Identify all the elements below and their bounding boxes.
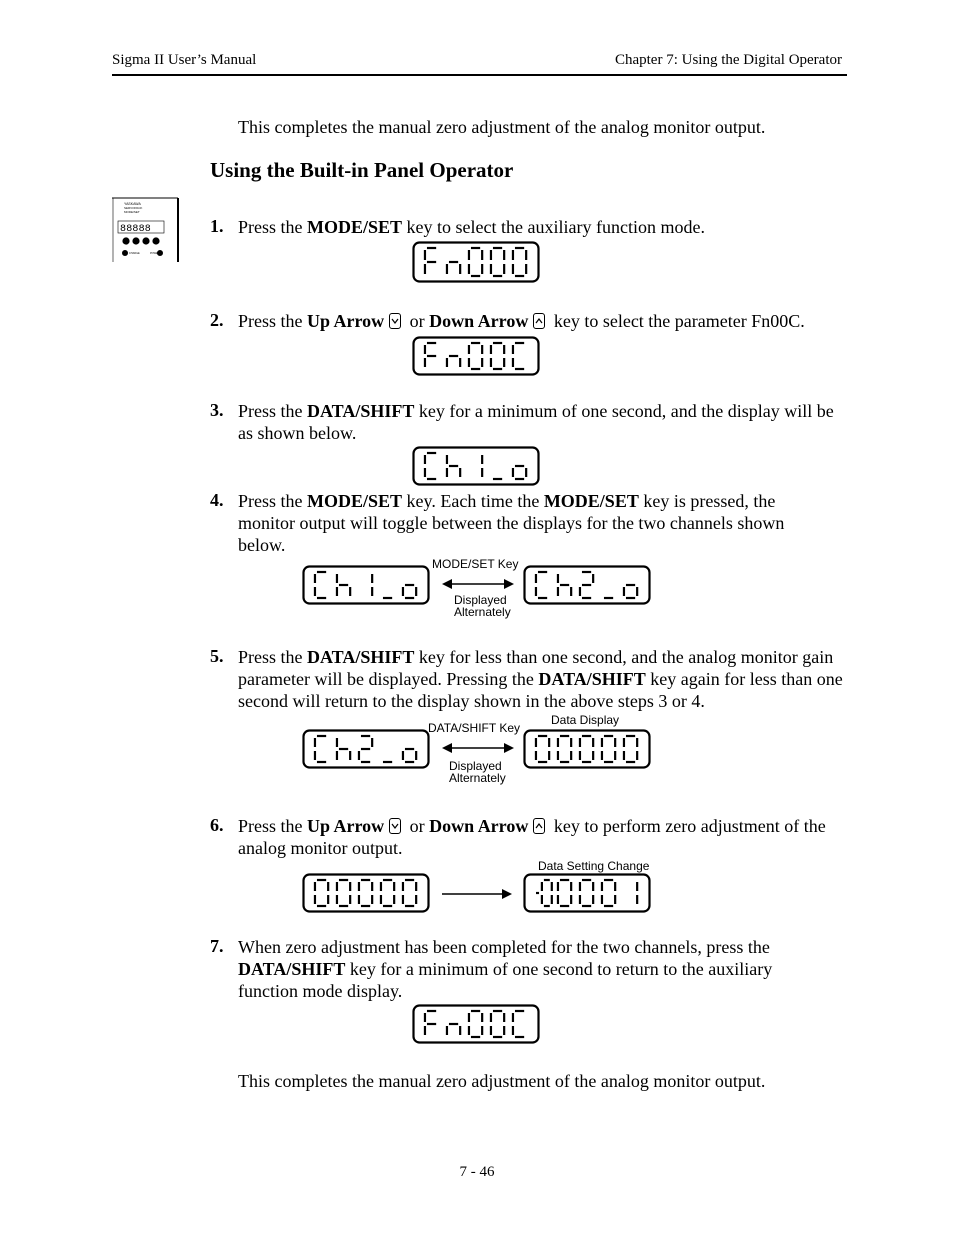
step-number: 1.: [210, 216, 224, 236]
header-rule: [112, 74, 847, 76]
header-right: Chapter 7: Using the Digital Operator: [614, 52, 842, 68]
step-number: 6.: [210, 815, 224, 835]
segment-digit: [536, 572, 547, 598]
segment-digit: [469, 343, 482, 369]
segment-digit: [558, 880, 571, 906]
display-step6-left: [302, 873, 430, 913]
segment-digit: [536, 736, 549, 762]
segment-digit: [337, 574, 350, 596]
step-number: 5.: [210, 646, 224, 666]
segment-digit: [425, 343, 436, 367]
segment-digit: [491, 248, 504, 276]
segment-digit: [513, 466, 526, 479]
step-number: 4.: [210, 490, 224, 510]
panel-mode-label: MODE/SET: [124, 210, 140, 214]
segment-digit: [469, 248, 482, 276]
segment-digit: [425, 1011, 436, 1035]
segment-digit: [513, 343, 524, 369]
segment-digit: [403, 749, 416, 762]
segment-digit: [513, 1011, 524, 1037]
panel-key-icon: [142, 237, 149, 244]
segment-digit: [624, 736, 637, 762]
display-step7: [412, 1004, 540, 1044]
segment-digit: [425, 248, 436, 274]
segment-digit: [337, 738, 350, 760]
step-5-text: Press the DATA/SHIFT key for less than one second, and the analog monitor gain parameter will be displayed. Pressing the DATA/SHIFT key again for less than one second will return to the display shown in the above steps 3 or 4.: [238, 647, 843, 711]
step-7-text: When zero adjustment has been completed for the two channels, press the DATA/SHIFT key for a minimum of one second to return to the auxiliary function mode display.: [238, 937, 773, 1001]
display-step3: [412, 446, 540, 486]
mode-set-key-label: MODE/SET Key: [432, 557, 519, 571]
step-number: 3.: [210, 400, 224, 420]
step-number: 2.: [210, 310, 224, 330]
double-arrow-icon: [442, 741, 514, 759]
display-step5-left: [302, 729, 430, 769]
panel-brand: YASKAWA: [124, 202, 141, 206]
up-arrow-key-icon: [389, 313, 401, 329]
segment-digit: [469, 1011, 482, 1037]
segment-digit: [602, 880, 615, 906]
step-2-text: Press the Up Arrow or Down Arrow key to select the parameter Fn00C.: [238, 311, 805, 331]
header-left: Sigma II User’s Manual: [112, 52, 257, 68]
section-title: Using the Built-in Panel Operator: [210, 158, 514, 182]
display-step2: [412, 336, 540, 376]
panel-led-label: CHARGE: [129, 252, 140, 255]
segment-digit: [315, 880, 328, 906]
display-step4-left: [302, 565, 430, 605]
panel-key-icon: [122, 237, 129, 244]
right-arrow-icon: [442, 887, 512, 905]
segment-digit: [381, 880, 394, 906]
segment-digit: [359, 880, 372, 906]
segment-digit: [447, 356, 460, 367]
panel-key-icon: [152, 237, 159, 244]
segment-digit: [580, 880, 593, 906]
data-shift-key-label: DATA/SHIFT Key: [428, 721, 521, 735]
segment-digit: [491, 343, 504, 369]
display-step5-right: [523, 729, 651, 769]
segment-digit: [425, 453, 436, 479]
data-display-label: Data Display: [551, 713, 620, 727]
page-number: 7 - 46: [459, 1164, 495, 1180]
alternately-label: Alternately: [449, 771, 506, 785]
panel-led-label: POWER: [150, 252, 160, 255]
segment-digit: [624, 585, 637, 598]
charge-led-icon: [122, 250, 128, 256]
segment-digit: [602, 736, 615, 762]
step-number: 7.: [210, 936, 224, 956]
segment-digit: [447, 455, 460, 477]
segment-digit: [536, 880, 552, 906]
displayed-label: Displayed: [454, 593, 507, 607]
segment-digit: [315, 736, 326, 762]
segment-digit: [558, 736, 571, 762]
segment-digit: [513, 248, 526, 276]
alternately-label: Alternately: [454, 605, 511, 619]
down-arrow-key-icon: [533, 313, 545, 329]
display-step4-right: [523, 565, 651, 605]
down-arrow-key-icon: [533, 818, 545, 834]
segment-digit: [558, 574, 571, 596]
segment-digit: [315, 572, 326, 598]
segment-digit: [337, 880, 350, 906]
segment-digit: [403, 585, 416, 598]
step-6-text: Press the Up Arrow or Down Arrow key to perform zero adjustment of the analog monitor output.: [238, 816, 826, 858]
display-step6-right: [523, 873, 651, 913]
segment-digit: [580, 572, 593, 598]
panel-display-text: 88888: [120, 224, 152, 235]
segment-digit: [447, 262, 460, 274]
segment-digit: [403, 880, 416, 906]
step-1-text: Press the MODE/SET key to select the auxiliary function mode.: [238, 217, 705, 237]
panel-operator-image: [112, 197, 180, 268]
panel-model: SERVOPACK: [124, 206, 143, 210]
segment-digit: [359, 736, 372, 762]
data-setting-change-label: Data Setting Change: [538, 859, 650, 873]
displayed-label: Displayed: [449, 759, 502, 773]
panel-key-icon: [132, 237, 139, 244]
segment-digit: [447, 1024, 460, 1035]
segment-digit: [491, 1011, 504, 1037]
display-step1: [412, 241, 540, 283]
segment-digit: [580, 736, 593, 762]
intro-text: This completes the manual zero adjustment of the analog monitor output.: [238, 117, 766, 137]
up-arrow-key-icon: [389, 818, 401, 834]
closing-text: This completes the manual zero adjustment of the analog monitor output.: [238, 1071, 766, 1091]
step-3-text: Press the DATA/SHIFT key for a minimum of one second, and the display will be as shown below.: [238, 401, 834, 443]
step-4-text: Press the MODE/SET key. Each time the MODE/SET key is pressed, the monitor output will toggle between the displays for the two channels shown below.: [238, 491, 785, 555]
